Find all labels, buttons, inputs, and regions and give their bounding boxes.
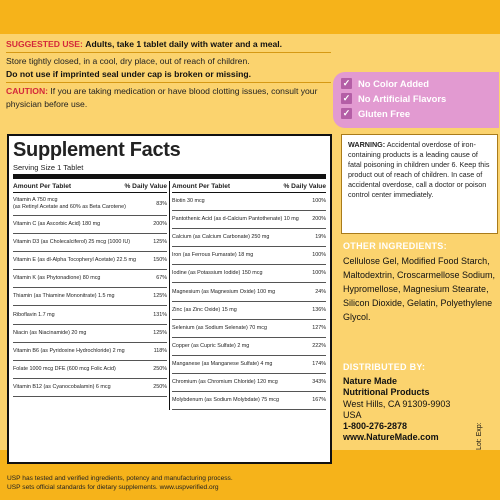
nutrient-row xyxy=(13,361,167,379)
nutrient-name: Thiamin (as Thiamine Mononitrate) 1.5 mg xyxy=(13,293,115,300)
nutrient-row xyxy=(172,193,326,211)
caution-label: CAUTION: xyxy=(6,86,49,96)
nutrient-name: Vitamin D3 (as Cholecalciferol) 25 mcg (1000 IU) xyxy=(13,239,131,246)
usp-line: USP sets official standards for dietary supplements. www.uspverified.org xyxy=(7,484,219,491)
claim-gluten-free xyxy=(341,106,499,121)
supplement-facts-panel xyxy=(7,134,332,464)
nutrient-name: Selenium (as Sodium Selenate) 70 mcg xyxy=(172,324,267,331)
distributor-phone: 1-800-276-2878 xyxy=(343,421,408,432)
daily-value: 83% xyxy=(156,200,167,207)
dv-header: % Daily Value xyxy=(124,183,167,190)
claim-no-flavors xyxy=(341,91,499,106)
iron-warning-box xyxy=(341,134,498,234)
check-icon: ✓ xyxy=(342,78,351,88)
facts-column-right xyxy=(172,181,326,410)
nutrient-detail: (as Retinyl Acetate and 60% as Beta Carotene) xyxy=(13,204,126,210)
daily-value: 100% xyxy=(312,198,326,205)
daily-value: 100% xyxy=(312,270,326,277)
nutrient-name: Niacin (as Niacinamide) 20 mg xyxy=(13,329,87,336)
usp-line: USP has tested and verified ingredients, potency and manufacturing process. xyxy=(7,475,233,482)
divider xyxy=(6,82,331,83)
nutrient-name: Pantothenic Acid (as d-Calcium Pantothenate) 10 mg xyxy=(172,216,299,223)
daily-value: 174% xyxy=(312,360,326,367)
daily-value: 125% xyxy=(153,293,167,300)
nutrient-name: Iron (as Ferrous Fumarate) 18 mg xyxy=(172,252,254,259)
claim-no-color xyxy=(341,76,499,91)
claim-label: No Artificial Flavors xyxy=(358,93,447,104)
distributor-heading: DISTRIBUTED BY: xyxy=(343,362,426,372)
daily-value: 200% xyxy=(153,221,167,228)
suggested-use-label: SUGGESTED USE: xyxy=(6,39,83,49)
nutrient-row xyxy=(13,216,167,234)
nutrient-name: Vitamin B12 (as Cyanocobalamin) 6 mcg xyxy=(13,383,111,390)
caution-text: If you are taking medication or have blood clotting issues, consult your physician before use. xyxy=(6,86,318,109)
amount-header: Amount Per Tablet xyxy=(13,183,72,190)
daily-value: 24% xyxy=(315,288,326,295)
daily-value: 167% xyxy=(312,397,326,404)
check-icon: ✓ xyxy=(342,108,351,118)
daily-value: 136% xyxy=(312,306,326,313)
nutrient-name: Copper (as Cupric Sulfate) 2 mg xyxy=(172,342,250,349)
daily-value: 250% xyxy=(153,365,167,372)
dv-header: % Daily Value xyxy=(283,183,326,190)
distributor-name: Nutritional Products xyxy=(343,387,430,398)
nutrient-row xyxy=(13,325,167,343)
facts-column-left xyxy=(13,181,167,410)
nutrient-row xyxy=(172,283,326,301)
nutrient-name: Iodine (as Potassium Iodide) 150 mcg xyxy=(172,270,263,277)
distributor-website[interactable]: www.NatureMade.com xyxy=(343,432,439,443)
nutrient-row xyxy=(172,211,326,229)
nutrient-row xyxy=(172,374,326,392)
amount-header: Amount Per Tablet xyxy=(172,183,231,190)
claim-label: No Color Added xyxy=(358,78,429,89)
nutrient-name: Biotin 30 mcg xyxy=(172,198,205,205)
serving-size: Serving Size 1 Tablet xyxy=(13,163,84,172)
claim-label: Gluten Free xyxy=(358,108,411,119)
nutrient-name: Vitamin A 750 mcg (as Retinyl Acetate and 60% as Beta Carotene) xyxy=(13,197,126,210)
lot-exp: Lot: Exp: xyxy=(476,422,483,450)
daily-value: 125% xyxy=(153,239,167,246)
daily-value: 150% xyxy=(153,257,167,264)
nutrient-row xyxy=(13,306,167,324)
daily-value: 67% xyxy=(156,275,167,282)
suggested-use-text: Adults, take 1 tablet daily with water and a meal. xyxy=(85,39,283,49)
nutrient-row xyxy=(13,379,167,397)
nutrient-row xyxy=(13,343,167,361)
distributor-name: Nature Made xyxy=(343,376,398,387)
nutrient-name: Magnesium (as Magnesium Oxide) 100 mg xyxy=(172,288,276,295)
nutrient-name: Vitamin E (as dl-Alpha Tocopheryl Acetate) 22.5 mg xyxy=(13,257,136,264)
warning-text: Accidental overdose of iron-containing products is a leading cause of fatal poisoning in children under 6. Keep this product out of reach of children. In case of accidental overdose, call a doctor or poison control center immediately. xyxy=(348,140,490,199)
directions-block xyxy=(6,38,331,111)
daily-value: 127% xyxy=(312,324,326,331)
nutrient-name: Manganese (as Manganese Sulfate) 4 mg xyxy=(172,360,273,367)
daily-value: 250% xyxy=(153,383,167,390)
column-header xyxy=(13,181,167,193)
nutrient-row xyxy=(13,288,167,306)
nutrient-name: Chromium (as Chromium Chloride) 120 mcg xyxy=(172,378,278,385)
nutrient-row xyxy=(172,302,326,320)
nutrient-row xyxy=(172,338,326,356)
distributor-address: West Hills, CA 91309-9903 xyxy=(343,398,451,409)
seal-warning: Do not use if imprinted seal under cap is broken or missing. xyxy=(6,69,251,79)
other-ingredients-heading: OTHER INGREDIENTS: xyxy=(343,241,447,251)
nutrient-name: Vitamin B6 (as Pyridoxine Hydrochloride) 2 mg xyxy=(13,347,125,354)
nutrient-name: Molybdenum (as Sodium Molybdate) 75 mcg xyxy=(172,397,279,404)
daily-value: 125% xyxy=(153,329,167,336)
daily-value: 100% xyxy=(312,252,326,259)
thick-rule xyxy=(13,174,326,179)
other-ingredients-text: Cellulose Gel, Modified Food Starch, Maltodextrin, Croscarmellose Sodium, Hypromellose, Magnesium Stearate, Silicon Dioxide, Gelatin, Polyethylene Glycol. xyxy=(343,256,496,322)
warning-label: WARNING: xyxy=(348,140,386,149)
nutrient-name: Calcium (as Calcium Carbonate) 250 mg xyxy=(172,234,270,241)
nutrient-row xyxy=(172,320,326,338)
daily-value: 222% xyxy=(312,342,326,349)
daily-value: 131% xyxy=(153,311,167,318)
claims-badge xyxy=(333,72,499,128)
nutrient-row xyxy=(13,252,167,270)
other-ingredients xyxy=(343,241,498,324)
nutrient-row xyxy=(172,247,326,265)
nutrient-row xyxy=(172,229,326,247)
daily-value: 343% xyxy=(312,378,326,385)
usp-note xyxy=(7,474,337,492)
nutrient-row xyxy=(172,265,326,283)
distributor-address: USA xyxy=(343,409,362,420)
divider xyxy=(6,52,331,53)
check-icon: ✓ xyxy=(342,93,351,103)
distributor-block xyxy=(343,362,498,443)
facts-title: Supplement Facts xyxy=(13,139,181,161)
column-header xyxy=(172,181,326,193)
nutrient-name: Zinc (as Zinc Oxide) 15 mg xyxy=(172,306,237,313)
daily-value: 19% xyxy=(315,234,326,241)
nutrient-row xyxy=(13,270,167,288)
nutrient-name: Riboflavin 1.7 mg xyxy=(13,311,55,318)
column-divider xyxy=(169,181,171,410)
storage-text: Store tightly closed, in a cool, dry place, out of reach of children. xyxy=(6,56,250,66)
nutrient-row xyxy=(172,392,326,410)
nutrient-name: Vitamin C (as Ascorbic Acid) 180 mg xyxy=(13,221,101,228)
daily-value: 200% xyxy=(312,216,326,223)
nutrient-row xyxy=(13,193,167,216)
nutrient-row xyxy=(13,234,167,252)
daily-value: 118% xyxy=(153,347,167,354)
nutrient-row xyxy=(172,356,326,374)
nutrient-name: Vitamin K (as Phytonadione) 80 mcg xyxy=(13,275,101,282)
nutrient-name: Folate 1000 mcg DFE (600 mcg Folic Acid) xyxy=(13,365,116,372)
